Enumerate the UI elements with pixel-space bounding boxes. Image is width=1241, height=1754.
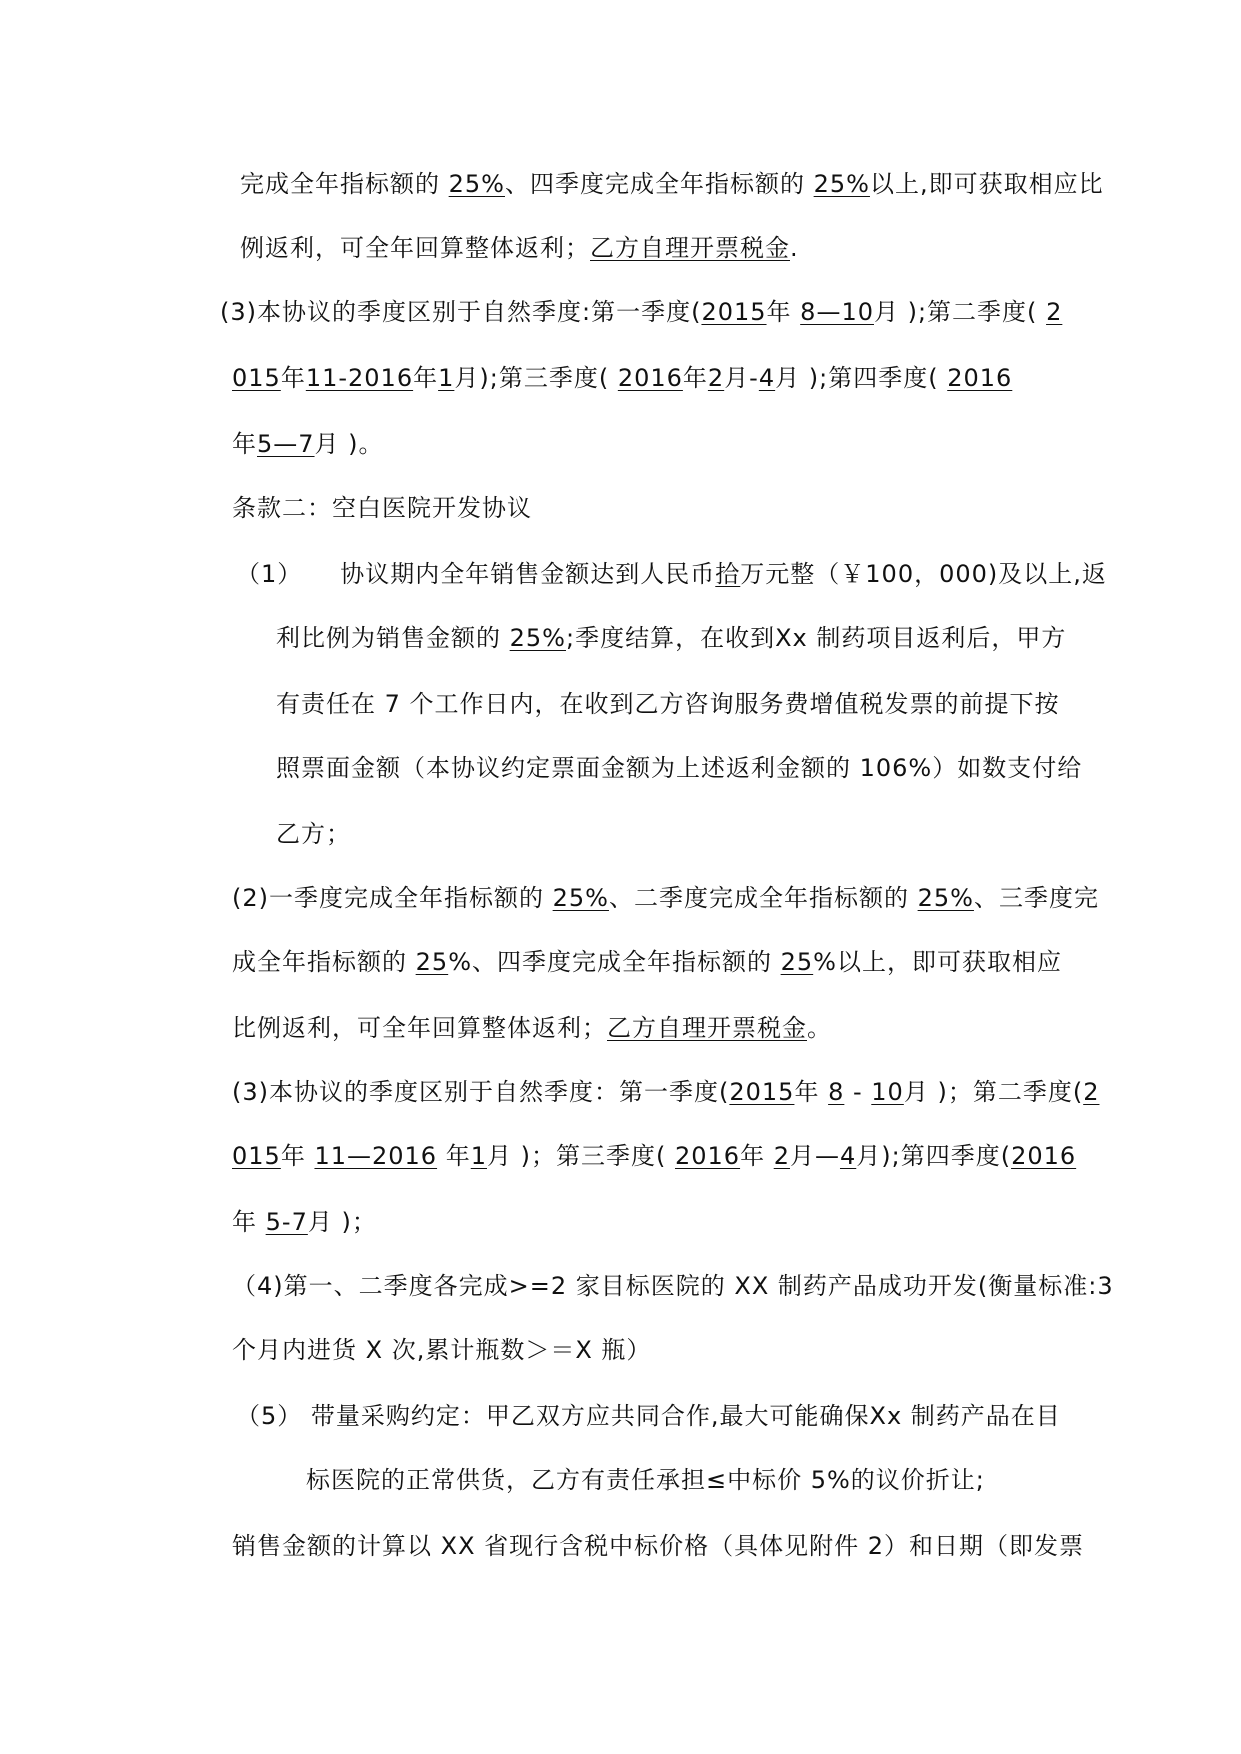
underlined-text: 4	[758, 364, 776, 392]
underlined-text: 拾	[715, 560, 741, 588]
text-segment: 年	[437, 1142, 471, 1170]
text-segment: 成全年指标额的	[232, 948, 416, 976]
text-segment: 月 );第四季度(	[775, 364, 948, 392]
text-segment: 年	[232, 430, 257, 458]
text-segment: (3)本协议的季度区别于自然季度:第一季度(	[220, 298, 702, 326]
underlined-text: 2015	[701, 298, 767, 326]
text-line	[240, 168, 1104, 200]
text-segment: 年	[280, 1142, 315, 1170]
text-segment: ;季度结算，在收到Xx 制药项目返利后，甲方	[565, 624, 1067, 652]
text-segment: %、四季度完成全年指标额的	[448, 948, 781, 976]
text-segment: %以上，即可获取相应	[813, 948, 1062, 976]
text-segment: 年	[280, 364, 306, 392]
underlined-text: 2016	[947, 364, 1013, 392]
text-line	[240, 232, 799, 264]
underlined-text: 8	[828, 1078, 845, 1106]
text-line	[276, 622, 1066, 654]
text-segment: 、二季度完成全年指标额的	[608, 884, 918, 912]
text-line	[232, 1334, 651, 1366]
text-segment: .	[790, 234, 799, 262]
text-segment: （5） 带量采购约定：甲乙双方应共同合作,最大可能确保Xx 制药产品在目	[236, 1402, 1061, 1430]
underlined-text: 5—7	[257, 430, 315, 458]
text-segment: 利比例为销售金额的	[276, 624, 510, 652]
underlined-text: 25%	[509, 624, 566, 652]
text-segment: 月 )；第二季度(	[903, 1078, 1084, 1106]
text-segment: 完成全年指标额的	[240, 170, 449, 198]
text-line	[236, 1400, 1061, 1432]
text-line	[276, 688, 1060, 720]
underlined-text: 2	[1083, 1078, 1100, 1106]
underlined-text: 2016	[674, 1142, 741, 1170]
text-line	[232, 1270, 1114, 1302]
text-segment: 比例返利，可全年回算整体返利；	[232, 1014, 607, 1042]
text-segment: 、四季度完成全年指标额的	[504, 170, 814, 198]
underlined-text: 1	[438, 364, 455, 392]
text-segment: 月 )。	[314, 430, 384, 458]
underlined-text: 25%	[917, 884, 974, 912]
text-line	[236, 558, 1107, 590]
text-segment: 标医院的正常供货，乙方有责任承担≤中标价 5%的议价折让;	[306, 1466, 985, 1494]
text-segment: 年	[232, 1208, 266, 1236]
text-segment: 月—	[789, 1142, 840, 1170]
underlined-text: 10	[871, 1078, 904, 1106]
text-segment: 月);第四季度(	[856, 1142, 1012, 1170]
section-heading	[232, 492, 532, 524]
text-segment: 协议期内全年销售金额达到人民币	[340, 560, 716, 588]
text-line	[232, 1076, 1099, 1108]
underlined-text: 2016	[617, 364, 683, 392]
underlined-text: 015	[232, 364, 281, 392]
text-line	[232, 882, 1099, 914]
text-segment: （4)第一、二季度各完成>=2 家目标医院的 XX 制药产品成功开发(衡量标准:3	[232, 1272, 1114, 1300]
underlined-text: 11—2016	[314, 1142, 438, 1170]
underlined-text: 2	[707, 364, 725, 392]
text-line	[306, 1464, 985, 1496]
underlined-text: 25%	[552, 884, 609, 912]
underlined-text: 乙方自理开票税金	[590, 234, 790, 262]
text-segment: 年	[794, 1078, 829, 1106]
text-segment: 例返利，可全年回算整体返利；	[240, 234, 590, 262]
text-segment: 月 )；第三季度(	[487, 1142, 675, 1170]
underlined-text: 8—10	[800, 298, 874, 326]
underlined-text: 2	[773, 1142, 790, 1170]
text-segment: 有责任在 7 个工作日内，在收到乙方咨询服务费增值税发票的前提下按	[276, 690, 1060, 718]
text-segment: (3)本协议的季度区别于自然季度：第一季度(	[232, 1078, 730, 1106]
text-segment: 销售金额的计算以 XX 省现行含税中标价格（具体见附件 2）和日期（即发票	[232, 1532, 1085, 1560]
underlined-text: 2016	[1011, 1142, 1077, 1170]
text-segment: 乙方；	[276, 820, 351, 848]
underlined-text: 25	[415, 948, 449, 976]
underlined-text: 4	[839, 1142, 857, 1170]
text-line	[276, 818, 351, 850]
underlined-text: 25%	[448, 170, 505, 198]
underlined-text: 25%	[813, 170, 870, 198]
text-line	[232, 946, 1062, 978]
text-segment: -	[844, 1078, 872, 1106]
text-segment: 照票面金额（本协议约定票面金额为上述返利金额的 106%）如数支付给	[276, 754, 1083, 782]
underlined-text: 2015	[729, 1078, 795, 1106]
text-segment: 万元整（￥100，000)及以上,返	[740, 560, 1107, 588]
text-line	[232, 1206, 377, 1238]
text-line	[232, 1012, 832, 1044]
text-line	[232, 1140, 1076, 1172]
text-line	[232, 362, 1012, 394]
text-segment: 条款二：空白医院开发协议	[232, 494, 532, 522]
text-segment: 月 );第二季度(	[873, 298, 1047, 326]
text-segment: 月-	[724, 364, 759, 392]
text-segment: (2)一季度完成全年指标额的	[232, 884, 553, 912]
text-segment: 年	[740, 1142, 774, 1170]
text-segment: 月);第三季度(	[454, 364, 618, 392]
underlined-text: 乙方自理开票税金	[607, 1014, 807, 1042]
underlined-text: 11-2016	[305, 364, 414, 392]
text-segment: 以上,即可获取相应比	[869, 170, 1104, 198]
text-segment: 年	[766, 298, 801, 326]
text-segment: 、三季度完	[973, 884, 1099, 912]
underlined-text: 5-7	[265, 1208, 308, 1236]
text-segment: 年	[413, 364, 439, 392]
underlined-text: 015	[232, 1142, 281, 1170]
text-line	[220, 296, 1062, 328]
text-segment: 年	[682, 364, 708, 392]
text-line	[232, 1530, 1084, 1562]
underlined-text: 1	[470, 1142, 487, 1170]
text-line	[232, 428, 384, 460]
text-segment: （1）	[236, 560, 303, 588]
text-segment: 。	[807, 1014, 832, 1042]
underlined-text: 2	[1046, 298, 1063, 326]
text-segment: 月 )；	[307, 1208, 377, 1236]
underlined-text: 25	[780, 948, 814, 976]
text-segment: 个月内进货 X 次,累计瓶数＞＝X 瓶）	[232, 1336, 652, 1364]
text-line	[276, 752, 1082, 784]
